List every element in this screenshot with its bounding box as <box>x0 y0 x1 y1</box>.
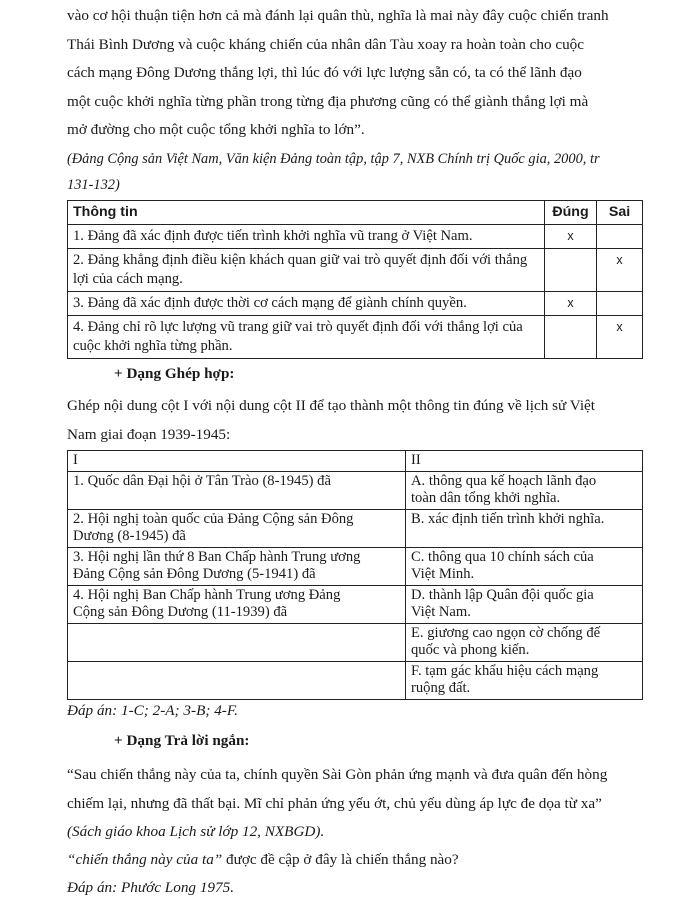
text-line: Nam giai đoạn 1939-1945: <box>67 425 231 443</box>
question-emphasis: “chiến thắng này của ta” <box>67 850 223 868</box>
cell-line: C. thông qua 10 chính sách của <box>411 548 594 565</box>
right-cell <box>406 661 643 699</box>
answer-short: Đáp án: Phước Long 1975. <box>67 878 234 896</box>
right-cell <box>406 509 643 547</box>
cell-line: D. thành lập Quân đội quốc gia <box>411 586 594 603</box>
right-cell <box>406 547 643 585</box>
statement-cell: 3. Đảng đã xác định được thời cơ cách mạng để giành chính quyền. <box>68 291 545 315</box>
table-row <box>68 315 643 358</box>
true-false-table <box>67 200 643 359</box>
document-page <box>67 0 647 902</box>
left-cell-empty <box>68 661 406 699</box>
left-cell-empty <box>68 623 406 661</box>
true-mark <box>544 315 596 358</box>
header-true: Đúng <box>544 200 596 224</box>
cell-line: Việt Nam. <box>411 604 471 621</box>
table-row <box>68 248 643 291</box>
cell-line: Việt Minh. <box>411 566 475 583</box>
matching-table <box>67 450 643 700</box>
false-mark: x <box>597 248 643 291</box>
table-header-row <box>68 200 643 224</box>
text-line: Thái Bình Dương và cuộc kháng chiến của nhân dân Tàu xoay ra hoàn toàn cho cuộc <box>67 35 584 53</box>
left-cell <box>68 471 406 509</box>
left-cell <box>68 585 406 623</box>
table-row <box>68 585 643 623</box>
left-cell <box>68 547 406 585</box>
true-mark: x <box>544 291 596 315</box>
table-row <box>68 547 643 585</box>
text-line: Ghép nội dung cột I với nội dung cột II để tạo thành một thông tin đúng về lịch sử Việt <box>67 396 595 414</box>
table-row <box>68 661 643 699</box>
statement-cell: 2. Đảng khẳng định điều kiện khách quan giữ vai trò quyết định đối với thắng lợi của cách mạng. <box>68 248 545 291</box>
quote-paragraph <box>67 760 647 818</box>
citation-line: (Đảng Cộng sản Việt Nam, Văn kiện Đảng toàn tập, tập 7, NXB Chính trị Quốc gia, 2000, tr <box>67 150 600 167</box>
table-row <box>68 291 643 315</box>
cell-line: B. xác định tiến trình khởi nghĩa. <box>411 510 605 527</box>
header-false: Sai <box>597 200 643 224</box>
header-info: Thông tin <box>68 200 545 224</box>
answer-matching: Đáp án: 1-C; 2-A; 3-B; 4-F. <box>67 701 238 719</box>
section-heading-short-answer: + Dạng Trả lời ngắn: <box>114 731 250 749</box>
cell-line: Dương (8-1945) đã <box>73 528 186 545</box>
statement-cell: 4. Đảng chỉ rõ lực lượng vũ trang giữ vai trò quyết định đối với thắng lợi của cuộc khởi nghĩa từng phần. <box>68 315 545 358</box>
table-row <box>68 623 643 661</box>
cell-line: Đảng Cộng sản Đông Dương (5-1941) đã <box>73 566 316 583</box>
quote-source: (Sách giáo khoa Lịch sử lớp 12, NXBGD). <box>67 822 325 840</box>
cell-line: 1. Quốc dân Đại hội ở Tân Trào (8-1945) đã <box>73 472 331 489</box>
cell-line: quốc và phong kiến. <box>411 642 530 659</box>
citation-source <box>67 146 647 198</box>
cell-line: ruộng đất. <box>411 680 471 697</box>
quote-line: chiếm lại, nhưng đã thất bại. Mĩ chỉ phản ứng yếu ớt, chủ yếu dùng áp lực đe dọa từ xa” <box>67 794 602 812</box>
table-row <box>68 509 643 547</box>
question <box>67 846 647 874</box>
false-mark: x <box>597 315 643 358</box>
text-line: cách mạng Đông Dương thắng lợi, thì lúc đó với lực lượng sẵn có, ta có thể lãnh đạo <box>67 64 582 82</box>
cell-line: E. giương cao ngọn cờ chống đế <box>411 624 601 641</box>
statement-cell: 1. Đảng đã xác định được tiến trình khởi nghĩa vũ trang ở Việt Nam. <box>68 224 545 248</box>
text-line: một cuộc khởi nghĩa từng phần trong từng địa phương cũng có thể giành thắng lợi mà <box>67 92 589 110</box>
matching-instruction <box>67 392 647 449</box>
right-cell <box>406 471 643 509</box>
true-mark: x <box>544 224 596 248</box>
intro-paragraph <box>67 2 647 145</box>
cell-line: 2. Hội nghị toàn quốc của Đảng Cộng sản Đông <box>73 510 354 527</box>
cell-line: toàn dân tổng khởi nghĩa. <box>411 490 561 507</box>
header-col-2: II <box>406 451 643 472</box>
cell-line: 4. Hội nghị Ban Chấp hành Trung ương Đảng <box>73 586 341 603</box>
right-cell <box>406 623 643 661</box>
cell-line: 3. Hội nghị lần thứ 8 Ban Chấp hành Trung ương <box>73 548 361 565</box>
cell-line: F. tạm gác khẩu hiệu cách mạng <box>411 662 599 679</box>
right-cell <box>406 585 643 623</box>
cell-line: Cộng sản Đông Dương (11-1939) đã <box>73 604 288 621</box>
text-line: mở đường cho một cuộc tổng khởi nghĩa to lớn”. <box>67 121 365 139</box>
false-mark <box>597 291 643 315</box>
table-row <box>68 471 643 509</box>
cell-line: A. thông qua kế hoạch lãnh đạo <box>411 472 597 489</box>
header-col-1: I <box>68 451 406 472</box>
table-row <box>68 224 643 248</box>
section-heading-matching: + Dạng Ghép hợp: <box>114 364 235 382</box>
table-header-row <box>68 451 643 472</box>
question-text: được đề cập ở đây là chiến thắng nào? <box>222 850 459 868</box>
false-mark <box>597 224 643 248</box>
left-cell <box>68 509 406 547</box>
true-mark <box>544 248 596 291</box>
citation-line: 131-132) <box>67 176 120 193</box>
text-line: vào cơ hội thuận tiện hơn cả mà đánh lại quân thù, nghĩa là mai này đây cuộc chiến tranh <box>67 7 609 24</box>
quote-line: “Sau chiến thắng này của ta, chính quyền Sài Gòn phản ứng mạnh và đưa quân đến hòng <box>67 765 608 783</box>
